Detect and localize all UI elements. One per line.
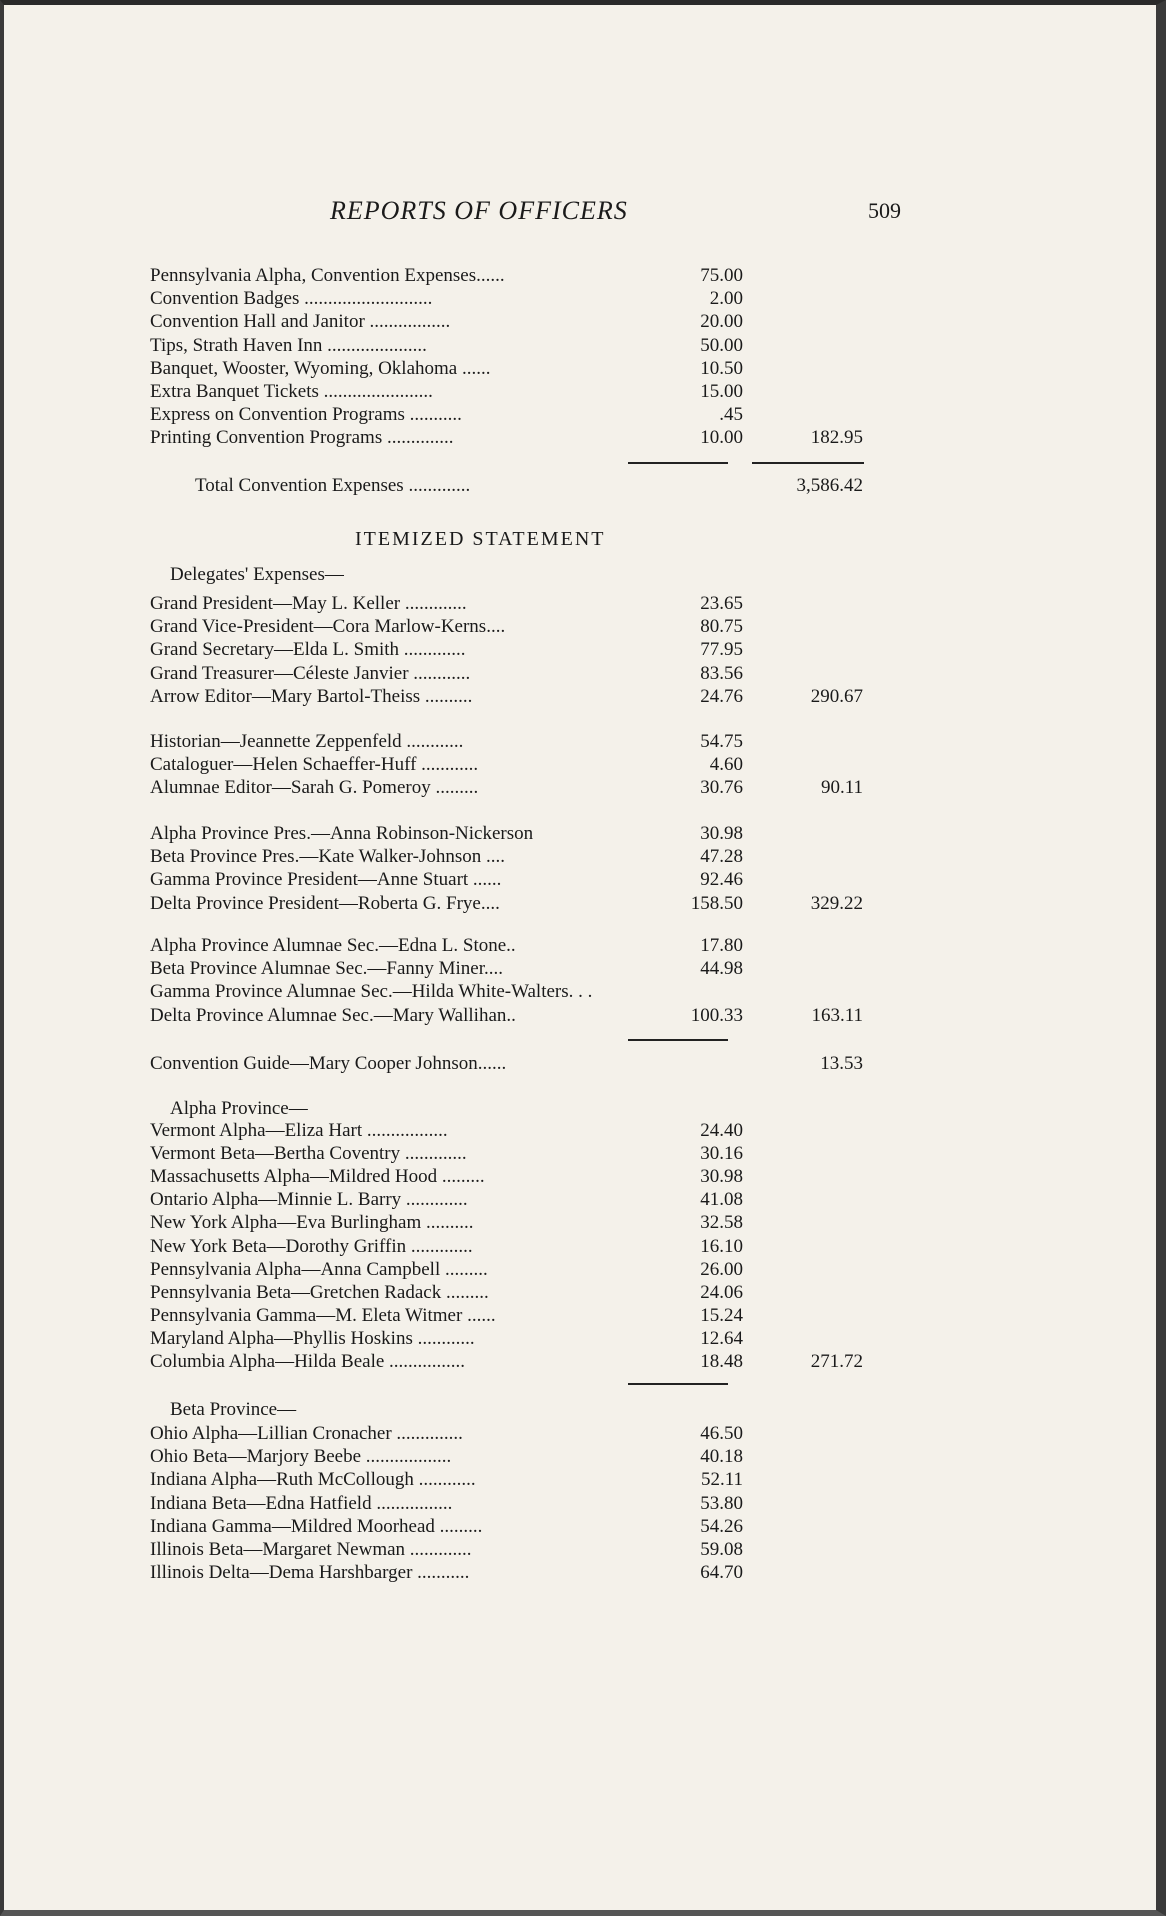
item-label: Illinois Delta—Dema Harshbarger ...........	[150, 1562, 470, 1584]
item-label: New York Beta—Dorothy Griffin .............	[150, 1235, 473, 1257]
list-item	[150, 1188, 870, 1211]
item-amount: 17.80	[700, 935, 743, 956]
item-amount: 40.18	[700, 1446, 743, 1468]
item-label: Pennsylvania Gamma—M. Eleta Witmer ......	[150, 1304, 496, 1326]
item-label: Maryland Alpha—Phyllis Hoskins ............	[150, 1327, 475, 1349]
rule-top-amount	[628, 462, 728, 464]
total-label: Total Convention Expenses .............	[195, 475, 471, 496]
item-amount: 53.80	[700, 1492, 743, 1514]
list-item	[150, 1004, 870, 1027]
item-amount: 24.06	[700, 1281, 743, 1303]
item-label: Massachusetts Alpha—Mildred Hood .........	[150, 1166, 485, 1188]
item-label: Indiana Gamma—Mildred Moorhead .........	[150, 1515, 483, 1537]
list-item	[150, 334, 870, 357]
item-amount: 92.46	[700, 869, 743, 891]
list-item	[150, 357, 870, 380]
guide-row	[150, 1052, 870, 1075]
item-amount: 50.00	[700, 334, 743, 356]
item-amount: 46.50	[700, 1423, 743, 1444]
list-item	[150, 1445, 870, 1468]
list-item	[150, 403, 870, 426]
item-label: New York Alpha—Eva Burlingham ..........	[150, 1212, 474, 1234]
item-subtotal: 90.11	[820, 777, 863, 799]
item-amount: .45	[719, 404, 743, 426]
item-amount: 10.50	[700, 357, 743, 379]
item-subtotal: 163.11	[811, 1004, 863, 1026]
item-label: Delta Province Alumnae Sec.—Mary Wallihan..	[150, 1004, 516, 1026]
item-amount: 20.00	[700, 311, 743, 333]
list-item	[150, 1235, 870, 1258]
item-amount: 59.08	[700, 1539, 743, 1560]
item-amount: 30.16	[700, 1143, 743, 1165]
list-item	[150, 1281, 870, 1304]
item-amount: 24.76	[700, 685, 743, 707]
list-item	[150, 1515, 870, 1538]
item-label: Indiana Beta—Edna Hatfield ................	[150, 1492, 453, 1514]
item-label: Cataloguer—Helen Schaeffer-Huff ............	[150, 754, 479, 776]
item-label: Grand Treasurer—Céleste Janvier ............	[150, 662, 471, 684]
list-item	[150, 426, 870, 449]
list-item	[150, 1492, 870, 1515]
item-amount: 75.00	[700, 265, 743, 286]
list-item	[150, 776, 870, 799]
list-item	[150, 1211, 870, 1234]
item-amount: 47.28	[700, 846, 743, 868]
guide-amount: 13.53	[820, 1053, 863, 1074]
page-header	[0, 196, 1166, 236]
item-amount: 15.00	[700, 381, 743, 402]
item-amount: 12.64	[700, 1327, 743, 1349]
item-amount: 18.48	[700, 1351, 743, 1372]
item-amount: 10.00	[700, 427, 743, 449]
list-item	[150, 1468, 870, 1491]
beta-province-heading: Beta Province—	[170, 1399, 297, 1420]
item-amount: 16.10	[700, 1235, 743, 1257]
item-amount: 32.58	[700, 1212, 743, 1234]
alpha-province-heading: Alpha Province—	[170, 1098, 308, 1119]
item-label: Banquet, Wooster, Wyoming, Oklahoma ......	[150, 357, 491, 379]
list-item	[150, 868, 870, 891]
item-amount: 54.75	[700, 731, 743, 752]
item-label: Gamma Province President—Anne Stuart ......	[150, 869, 502, 891]
item-amount: 2.00	[709, 288, 743, 310]
list-item	[150, 685, 870, 708]
item-amount: 44.98	[700, 958, 743, 980]
item-amount: 30.98	[700, 1166, 743, 1188]
list-item	[150, 1422, 870, 1445]
item-label: Pennsylvania Alpha, Convention Expenses......	[150, 265, 505, 286]
item-amount: 23.65	[700, 593, 743, 614]
list-item	[150, 1119, 870, 1142]
item-label: Express on Convention Programs ...........	[150, 404, 462, 426]
total-amount: 3,586.42	[796, 475, 863, 496]
list-item	[150, 1350, 870, 1373]
list-item	[150, 1327, 870, 1350]
item-subtotal: 329.22	[810, 892, 863, 914]
item-label: Grand President—May L. Keller .............	[150, 593, 467, 614]
item-subtotal: 182.95	[810, 427, 863, 449]
item-amount: 83.56	[700, 662, 743, 684]
item-amount: 64.70	[700, 1562, 743, 1584]
item-label: Alumnae Editor—Sarah G. Pomeroy .........	[150, 777, 479, 799]
list-item	[150, 380, 870, 403]
delegates-heading: Delegates' Expenses—	[170, 564, 344, 585]
total-amount-row	[150, 474, 870, 497]
list-item	[150, 845, 870, 868]
item-label: Pennsylvania Beta—Gretchen Radack .........	[150, 1281, 489, 1303]
item-label: Arrow Editor—Mary Bartol-Theiss ..........	[150, 685, 473, 707]
list-item	[150, 615, 870, 638]
item-label: Delta Province President—Roberta G. Frye....	[150, 892, 500, 914]
item-amount: 41.08	[700, 1189, 743, 1211]
item-label: Columbia Alpha—Hilda Beale ................	[150, 1351, 466, 1372]
page-number: 509	[868, 198, 901, 223]
item-label: Beta Province Alumnae Sec.—Fanny Miner....	[150, 958, 504, 980]
item-amount: 26.00	[700, 1258, 743, 1280]
list-item	[150, 1304, 870, 1327]
item-label: Alpha Province Alumnae Sec.—Edna L. Stone..	[150, 935, 516, 956]
item-amount: 158.50	[690, 892, 743, 914]
item-amount: 30.76	[700, 777, 743, 799]
list-item	[150, 1142, 870, 1165]
rule-top-subtotal	[752, 462, 864, 464]
item-label: Grand Vice-President—Cora Marlow-Kerns....	[150, 616, 506, 638]
item-amount: 52.11	[700, 1469, 743, 1491]
list-item	[150, 1538, 870, 1561]
item-amount: 54.26	[700, 1515, 743, 1537]
item-label: Printing Convention Programs ..............	[150, 427, 454, 449]
item-label: Ohio Alpha—Lillian Cronacher ..............	[150, 1423, 463, 1444]
list-item	[150, 1561, 870, 1584]
list-item	[150, 934, 870, 957]
item-label: Vermont Alpha—Eliza Hart .................	[150, 1120, 448, 1141]
item-label: Historian—Jeannette Zeppenfeld ............	[150, 731, 464, 752]
item-subtotal: 290.67	[810, 685, 863, 707]
rule-alpha	[628, 1383, 728, 1385]
list-item	[150, 638, 870, 661]
item-label: Beta Province Pres.—Kate Walker-Johnson ....	[150, 846, 505, 868]
item-amount: 15.24	[700, 1304, 743, 1326]
item-label: Gamma Province Alumnae Sec.—Hilda White-Walters. . .	[150, 981, 593, 1003]
list-item	[150, 753, 870, 776]
item-label: Convention Hall and Janitor .................	[150, 311, 451, 333]
item-amount: 77.95	[700, 639, 743, 661]
list-item	[150, 264, 870, 287]
list-item	[150, 957, 870, 980]
list-item	[150, 892, 870, 915]
item-amount: 80.75	[700, 616, 743, 638]
item-label: Grand Secretary—Elda L. Smith .............	[150, 639, 466, 661]
item-amount: 100.33	[690, 1004, 743, 1026]
item-label: Vermont Beta—Bertha Coventry .............	[150, 1143, 467, 1165]
item-amount: 30.98	[700, 823, 743, 844]
list-item	[150, 592, 870, 615]
item-label: Extra Banquet Tickets .......................	[150, 381, 433, 402]
list-item	[150, 730, 870, 753]
item-label: Illinois Beta—Margaret Newman .............	[150, 1539, 472, 1560]
list-item	[150, 822, 870, 845]
itemized-heading: ITEMIZED STATEMENT	[355, 528, 606, 550]
item-label: Indiana Alpha—Ruth McCollough ............	[150, 1469, 476, 1491]
list-item	[150, 1258, 870, 1281]
item-label: Alpha Province Pres.—Anna Robinson-Nickerson	[150, 823, 534, 844]
list-item	[150, 287, 870, 310]
rule-group4	[628, 1039, 728, 1041]
item-subtotal: 271.72	[810, 1351, 863, 1372]
list-item	[150, 310, 870, 333]
list-item	[150, 980, 870, 1003]
list-item	[150, 662, 870, 685]
page-title: REPORTS OF OFFICERS	[330, 196, 628, 225]
item-amount: 24.40	[700, 1120, 743, 1141]
guide-label: Convention Guide—Mary Cooper Johnson......	[150, 1053, 507, 1074]
item-label: Ontario Alpha—Minnie L. Barry .............	[150, 1189, 468, 1211]
list-item	[150, 1165, 870, 1188]
item-label: Ohio Beta—Marjory Beebe ..................	[150, 1446, 452, 1468]
item-label: Tips, Strath Haven Inn .....................	[150, 334, 427, 356]
item-label: Pennsylvania Alpha—Anna Campbell .........	[150, 1258, 488, 1280]
item-label: Convention Badges ...........................	[150, 288, 433, 310]
item-amount: 4.60	[709, 754, 743, 776]
